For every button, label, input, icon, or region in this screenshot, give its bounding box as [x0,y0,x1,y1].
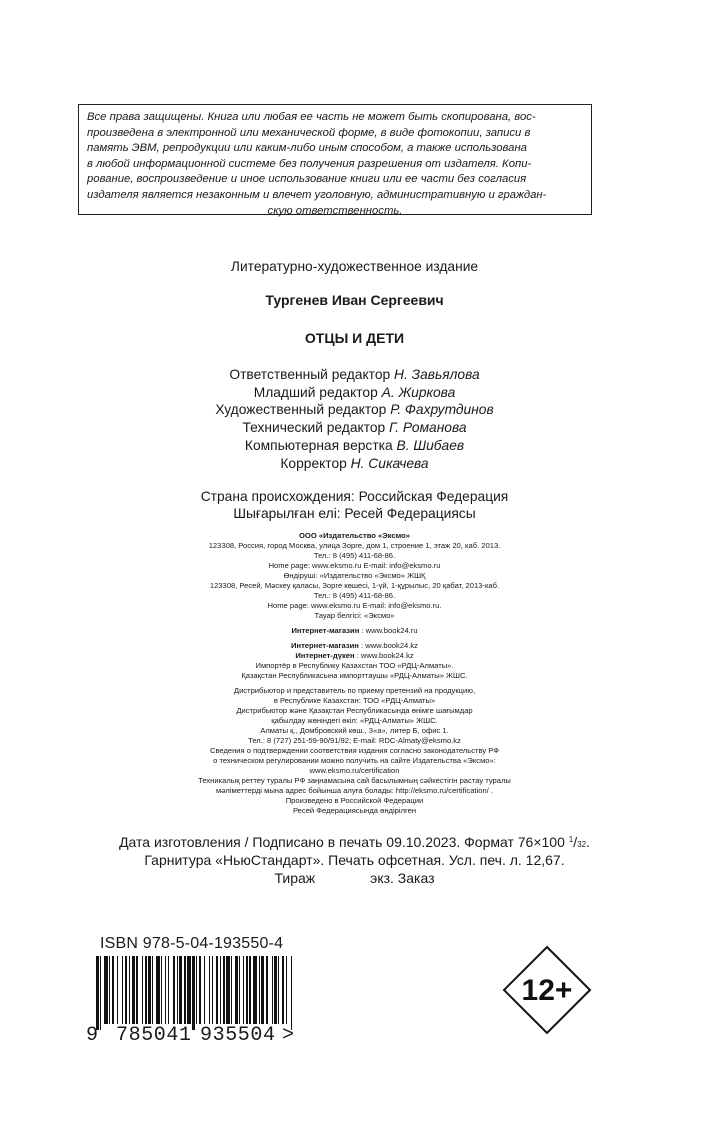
barcode-bar [274,956,277,1024]
print-date-format: Дата изготовления / Подписано в печать 09.10.2023. Формат 76×100 $^1/_{32}$. [119,834,590,850]
country-of-origin [0,488,709,522]
rights-line: память ЭВМ, репродукции или каким-либо иным способом, а также использована [87,142,527,155]
edition-genre: Литературно-художественное издание [230,259,479,274]
barcode-bar [199,956,202,1024]
typeface-line: Гарнитура «НьюСтандарт». Печать офсетная. Усл. печ. л. 12,67. [144,852,565,869]
imprint-line: Алматы қ., Домбровский көш., 3«а», литер Б, офис 1. [260,726,449,735]
publisher-name: ООО «Издательство «Эксмо» [299,531,410,540]
barcode-bar [173,956,176,1024]
imprint-line: Дистрибьютор және Қазақстан Республикасында өнімге шағымдар [236,706,473,715]
barcode-bar [117,956,118,1024]
barcode-bar [209,956,210,1024]
barcode-bar [145,956,146,1024]
barcode-bar [125,956,128,1024]
imprint-line: Импортёр в Республику Казахстан ТОО «РДЦ-Алматы». [255,661,454,670]
imprint-line: www.eksmo.ru/certification [309,766,400,775]
barcode-bar [282,956,285,1024]
barcode-bar [129,956,130,1024]
barcode-digit-group: 935504 [200,1024,276,1047]
staff-row: Технический редактор Г. Романова [242,420,467,436]
imprint-line: Тел.: 8 (727) 251-59-90/91/92; E-mail: RDC-Almaty@eksmo.kz [248,736,461,745]
barcode-bar [192,956,195,1030]
barcode-bar [220,956,221,1024]
imprint-line: мәліметтерді мына адрес бойынша алуға болады: http://eksmo.ru/certification/ . [215,786,494,795]
barcode-bar [216,956,219,1024]
staff-row: Художественный редактор Р. Фахрутдинов [215,402,494,418]
barcode-bar [136,956,137,1024]
rights-line: скую ответственность. [267,204,403,217]
imprint-line: Ресей Федерациясында өндірілген [292,806,417,815]
age-rating-icon [502,945,592,1035]
barcode-bar [104,956,108,1024]
barcode-bar [179,956,182,1024]
barcode-bar [261,956,264,1024]
shop-line: Интернет-магазин : www.book24.ru [291,626,418,635]
barcode-bar [246,956,249,1024]
barcode-bar [286,956,287,1024]
barcode-bar [204,956,205,1024]
isbn-barcode [96,956,292,1024]
staff-row: Младший редактор А. Жиркова [253,384,456,400]
barcode-bar [226,956,230,1024]
barcode-bar [187,956,191,1024]
shop-line: Интернет-магазин : www.book24.kz [291,641,418,650]
staff-row: Ответственный редактор Н. Завьялова [229,367,480,382]
barcode-bar [177,956,178,1024]
barcode-bar [142,956,143,1024]
barcode-bar [259,956,260,1024]
barcode-bar [184,956,185,1024]
barcode-bar [239,956,240,1024]
barcode-bar [272,956,273,1024]
barcode-bar [291,956,292,1030]
imprint-line: Дистрибьютор и представитель по приему претензий на продукцию, [233,686,476,695]
staff-row: Компьютерная верстка В. Шибаев [244,437,465,453]
barcode-digit-group: 9 [86,1024,99,1047]
copyright-notice-box [78,104,592,215]
author-name: Тургенев Иван Сергеевич [265,292,444,308]
barcode-bar [148,956,151,1024]
barcode-bar [156,956,160,1024]
barcode-bar [212,956,213,1024]
barcode-bar [278,956,279,1024]
barcode-bar [100,956,101,1030]
imprint-line: Техникалық реттеу туралы РФ заңнамасына сай басылымның сәйкестігін растау туралы [198,776,511,785]
production-details [0,833,709,888]
barcode-bar [165,956,166,1024]
imprint-line: Өндіруші: «Издательство «Эксмо» ЖШҚ [283,571,426,580]
imprint-line: Тауар белгісі: «Эксмо» [314,611,395,620]
imprint-line: о техническом регулировании можно получить на сайте Издательства «Эксмо»: [213,756,496,765]
barcode-bar [132,956,135,1024]
barcode-digit-group: > [282,1024,295,1047]
barcode-bar [266,956,267,1024]
editorial-staff [0,366,709,472]
publisher-imprint [0,531,709,816]
book-title: ОТЦЫ И ДЕТИ [304,330,405,346]
rights-line: рование, воспроизведение и иное использование книги или ее части без согласия [87,173,527,186]
imprint-line: Тел.: 8 (495) 411-68-86. [313,591,396,600]
barcode-bar [161,956,162,1024]
rights-line: в любой информационной системе без получения разрешения от издателя. Копи- [87,157,532,170]
country-ru: Страна происхождения: Российская Федерация [200,489,509,504]
imprint-line: в Республике Казахстан: ТОО «РДЦ-Алматы» [273,696,436,705]
print-run-line: Тираж экз. Заказ [274,870,435,887]
imprint-line: қабылдау жөніндегі өкіл: «РДЦ-Алматы» ЖШС. [271,716,438,725]
imprint-line: 123308, Ресей, Мәскеу қаласы, Зорге көшесі, 1-үй, 1-құрылыс, 20 қабат, 2013-каб. [209,581,500,590]
imprint-line: Сведения о подтверждении соответствия издания согласно законодательству РФ [209,746,500,755]
barcode-bar [96,956,99,1030]
barcode-bar [122,956,123,1024]
imprint-line: Home page: www.eksmo.ru E-mail: info@eksmo.ru [268,561,441,570]
shop-line: Интернет-дүкен : www.book24.kz [295,651,414,660]
country-kz: Шығарылған елі: Ресей Федерациясы [233,506,476,521]
barcode-digit-group: 785041 [116,1024,192,1047]
barcode-bar [112,956,115,1024]
imprint-line: Произведено в Российской Федерации [285,796,424,805]
barcode-bar [253,956,257,1024]
barcode-bar [231,956,232,1024]
barcode-bar [168,956,169,1024]
imprint-line: Қазақстан Республикасына импорттаушы «РДЦ-Алматы» ЖШС. [241,671,468,680]
rights-line: произведена в электронной или механической форме, в виде фотокопии, записи в [87,126,531,139]
barcode-bar [152,956,153,1024]
barcode-bar [243,956,244,1024]
staff-row: Корректор Н. Сикачева [280,455,429,471]
barcode-bar [249,956,250,1024]
barcode-bar [196,956,197,1024]
imprint-line: Home page: www.eksmo.ru E-mail: info@eksmo.ru. [267,601,442,610]
imprint-line: Тел.: 8 (495) 411-68-86. [313,551,396,560]
isbn-label: ISBN 978-5-04-193550-4 [100,935,284,952]
barcode-bar [223,956,224,1024]
rights-line: Все права защищены. Книга или любая ее часть не может быть скопирована, вос- [87,111,536,123]
imprint-line: 123308, Россия, город Москва, улица Зорге, дом 1, строение 1, этаж 20, каб. 2013. [208,541,501,550]
barcode-bar [235,956,238,1024]
barcode-bar [109,956,110,1024]
rights-line: издателя является незаконным и влечет уголовную, административную и граждан- [87,188,547,201]
age-rating-label: 12+ [521,974,573,1007]
